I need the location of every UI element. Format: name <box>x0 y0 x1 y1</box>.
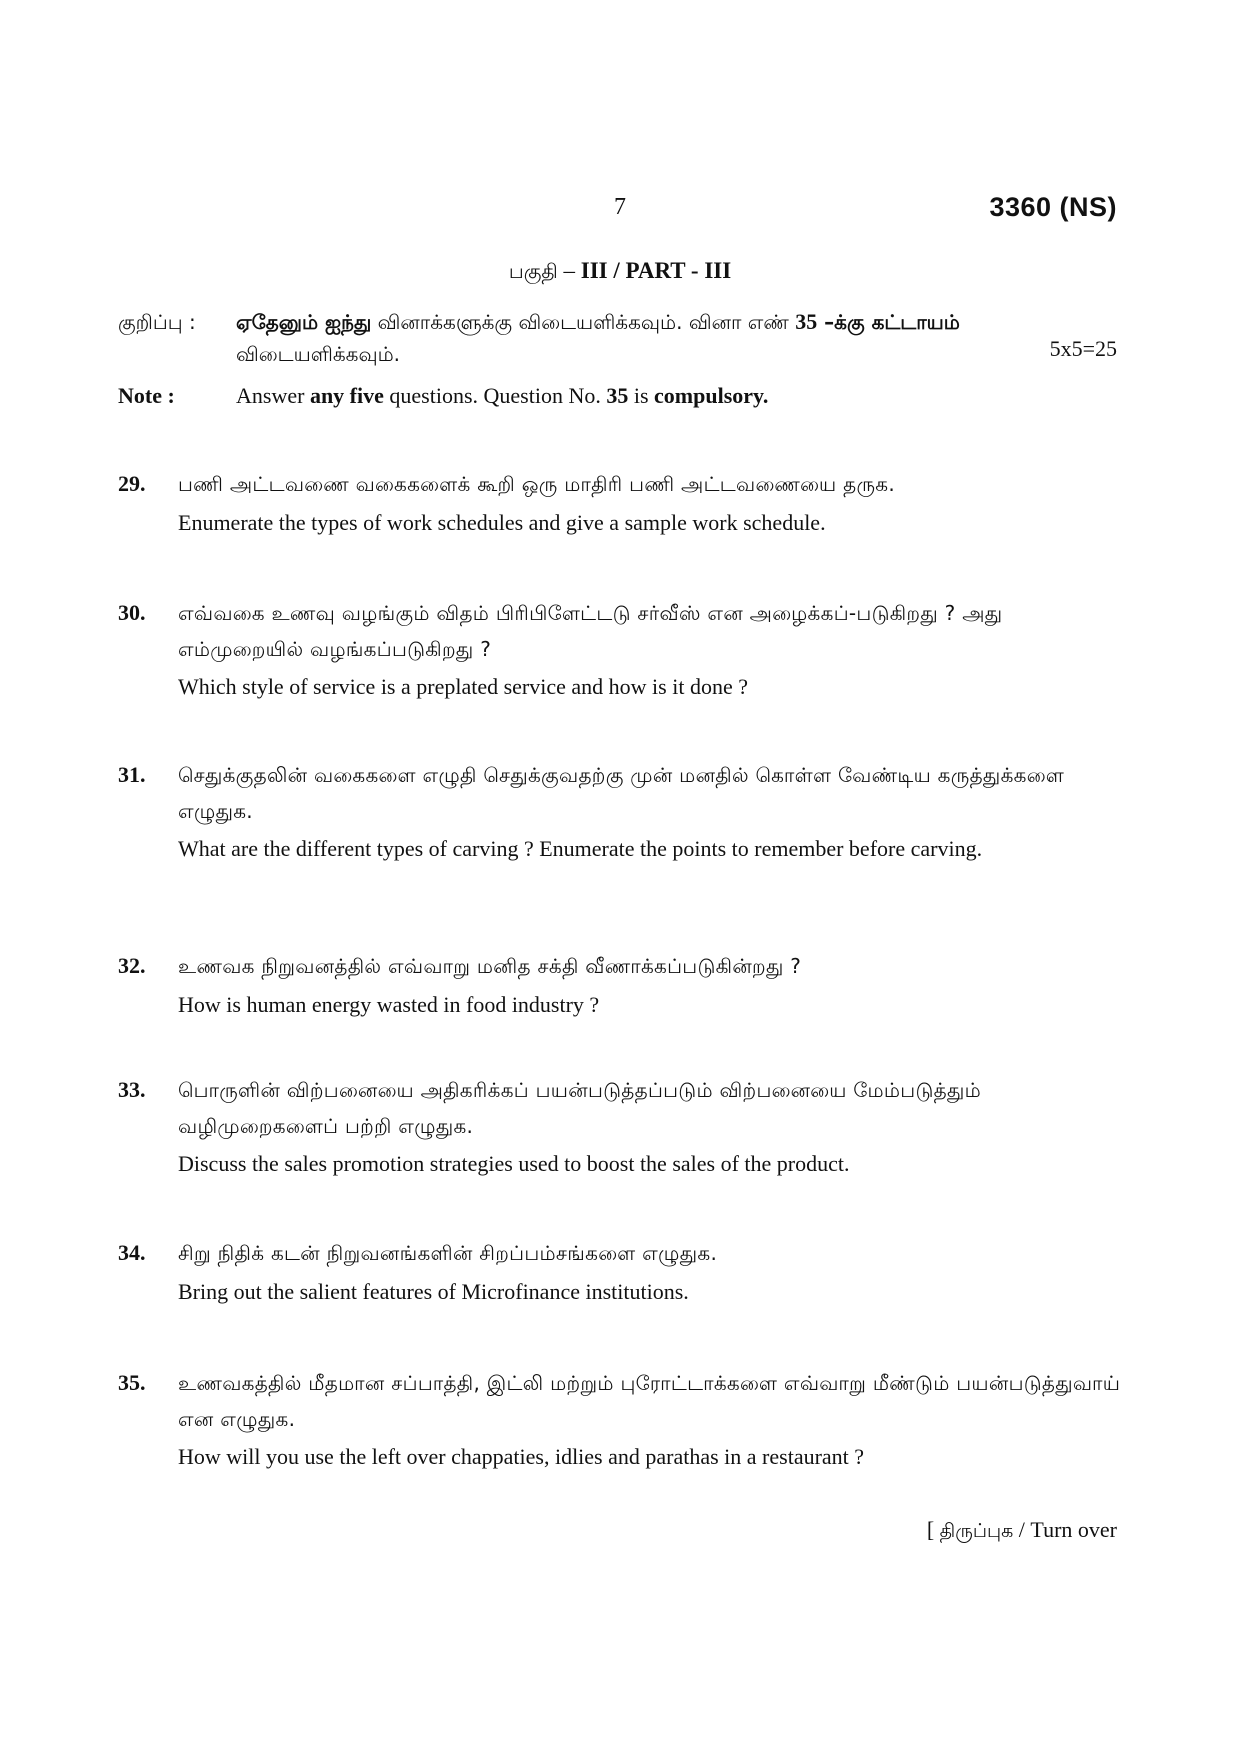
note-tamil-text3: விடையளிக்கவும். <box>236 342 401 366</box>
question-text-tamil: பணி அட்டவணை வகைகளைக் கூறி ஒரு மாதிரி பணி அட்டவணையை தருக. <box>178 472 896 496</box>
question-number: 33. <box>118 1077 146 1102</box>
question-number: 31. <box>118 762 146 787</box>
question-text-tamil: உணவக நிறுவனத்தில் எவ்வாறு மனித சக்தி வீணாக்கப்படுகின்றது ? <box>178 954 802 978</box>
question-text-english: Which style of service is a preplated service and how is it done ? <box>178 674 748 699</box>
note-tamil-label: குறிப்பு : <box>118 310 196 334</box>
footer-tamil: திருப்புக <box>939 1520 1014 1542</box>
note-tamil-text1: வினாக்களுக்கு விடையளிக்கவும். வினா எண் <box>371 310 796 334</box>
note-english-body <box>236 383 768 409</box>
note-english-text1: Answer <box>236 383 310 408</box>
question-text-english: What are the different types of carving ? Enumerate the points to remember before carving. <box>178 836 983 861</box>
section-title-en: III / PART - III <box>580 258 732 283</box>
question-text-english: Bring out the salient features of Microfinance institutions. <box>178 1279 689 1304</box>
note-tamil-bold-any-five: ஏதேனும் ஐந்து <box>236 310 372 334</box>
question-number: 32. <box>118 953 146 978</box>
note-tamil-bold-compulsory: கட்டாயம் <box>871 310 960 334</box>
section-title-ta: பகுதி <box>508 259 558 283</box>
footer-english: Turn over <box>1030 1517 1117 1542</box>
question-text-tamil: சிறு நிதிக் கடன் நிறுவனங்களின் சிறப்பம்சங்களை எழுதுக. <box>178 1241 718 1265</box>
section-title-sep: – <box>557 258 581 283</box>
question-number: 35. <box>118 1370 146 1395</box>
question-text-tamil: உணவகத்தில் மீதமான சப்பாத்தி, இட்லி மற்றும் புரோட்டாக்களை எவ்வாறு மீண்டும் பயன்படுத்துவாய் என எழுதுக. <box>178 1371 1121 1431</box>
question-number: 34. <box>118 1240 146 1265</box>
note-english-label: Note : <box>118 383 175 408</box>
note-tamil-qnum: 35 <box>795 309 818 334</box>
question-text-english: Discuss the sales promotion strategies used to boost the sales of the product. <box>178 1151 850 1176</box>
note-english-bold-any-five: any five <box>309 383 384 408</box>
note-english-bold-qnum: 35 <box>606 383 629 408</box>
footer-bracket: [ <box>926 1517 940 1542</box>
question-text-english: How will you use the left over chappaties, idlies and parathas in a restaurant ? <box>178 1444 865 1469</box>
marks-allocation: 5x5=25 <box>1049 336 1117 361</box>
question-number: 29. <box>118 471 146 496</box>
note-tamil-body <box>236 306 1066 370</box>
paper-code: 3360 (NS) <box>989 192 1117 222</box>
question-text-tamil: எவ்வகை உணவு வழங்கும் விதம் பிரிபிளேட்டடு சர்வீஸ் என அழைக்கப்-படுகிறது ? அது எம்முறையில் வழங்கப்படுகிறது ? <box>178 601 1003 661</box>
note-english-bold-compulsory: compulsory. <box>654 383 769 408</box>
note-english-text3: is <box>628 383 655 408</box>
question-text-english: How is human energy wasted in food industry ? <box>178 992 600 1017</box>
note-english-text2: questions. Question No. <box>383 383 607 408</box>
question-number: 30. <box>118 600 146 625</box>
note-tamil-text2: –க்கு <box>817 310 872 334</box>
section-title <box>0 258 1240 286</box>
page-number: 7 <box>614 194 626 220</box>
question-text-tamil: பொருளின் விற்பனையை அதிகரிக்கப் பயன்படுத்தப்படும் விற்பனையை மேம்படுத்தும் வழிமுறைகளைப் பற்றி எழுதுக. <box>178 1078 981 1138</box>
turn-over-note <box>927 1517 1117 1545</box>
question-text-english: Enumerate the types of work schedules and give a sample work schedule. <box>178 510 826 535</box>
footer-sep: / <box>1013 1517 1031 1542</box>
question-text-tamil: செதுக்குதலின் வகைகளை எழுதி செதுக்குவதற்கு முன் மனதில் கொள்ள வேண்டிய கருத்துக்களை எழுதுக. <box>178 763 1065 823</box>
